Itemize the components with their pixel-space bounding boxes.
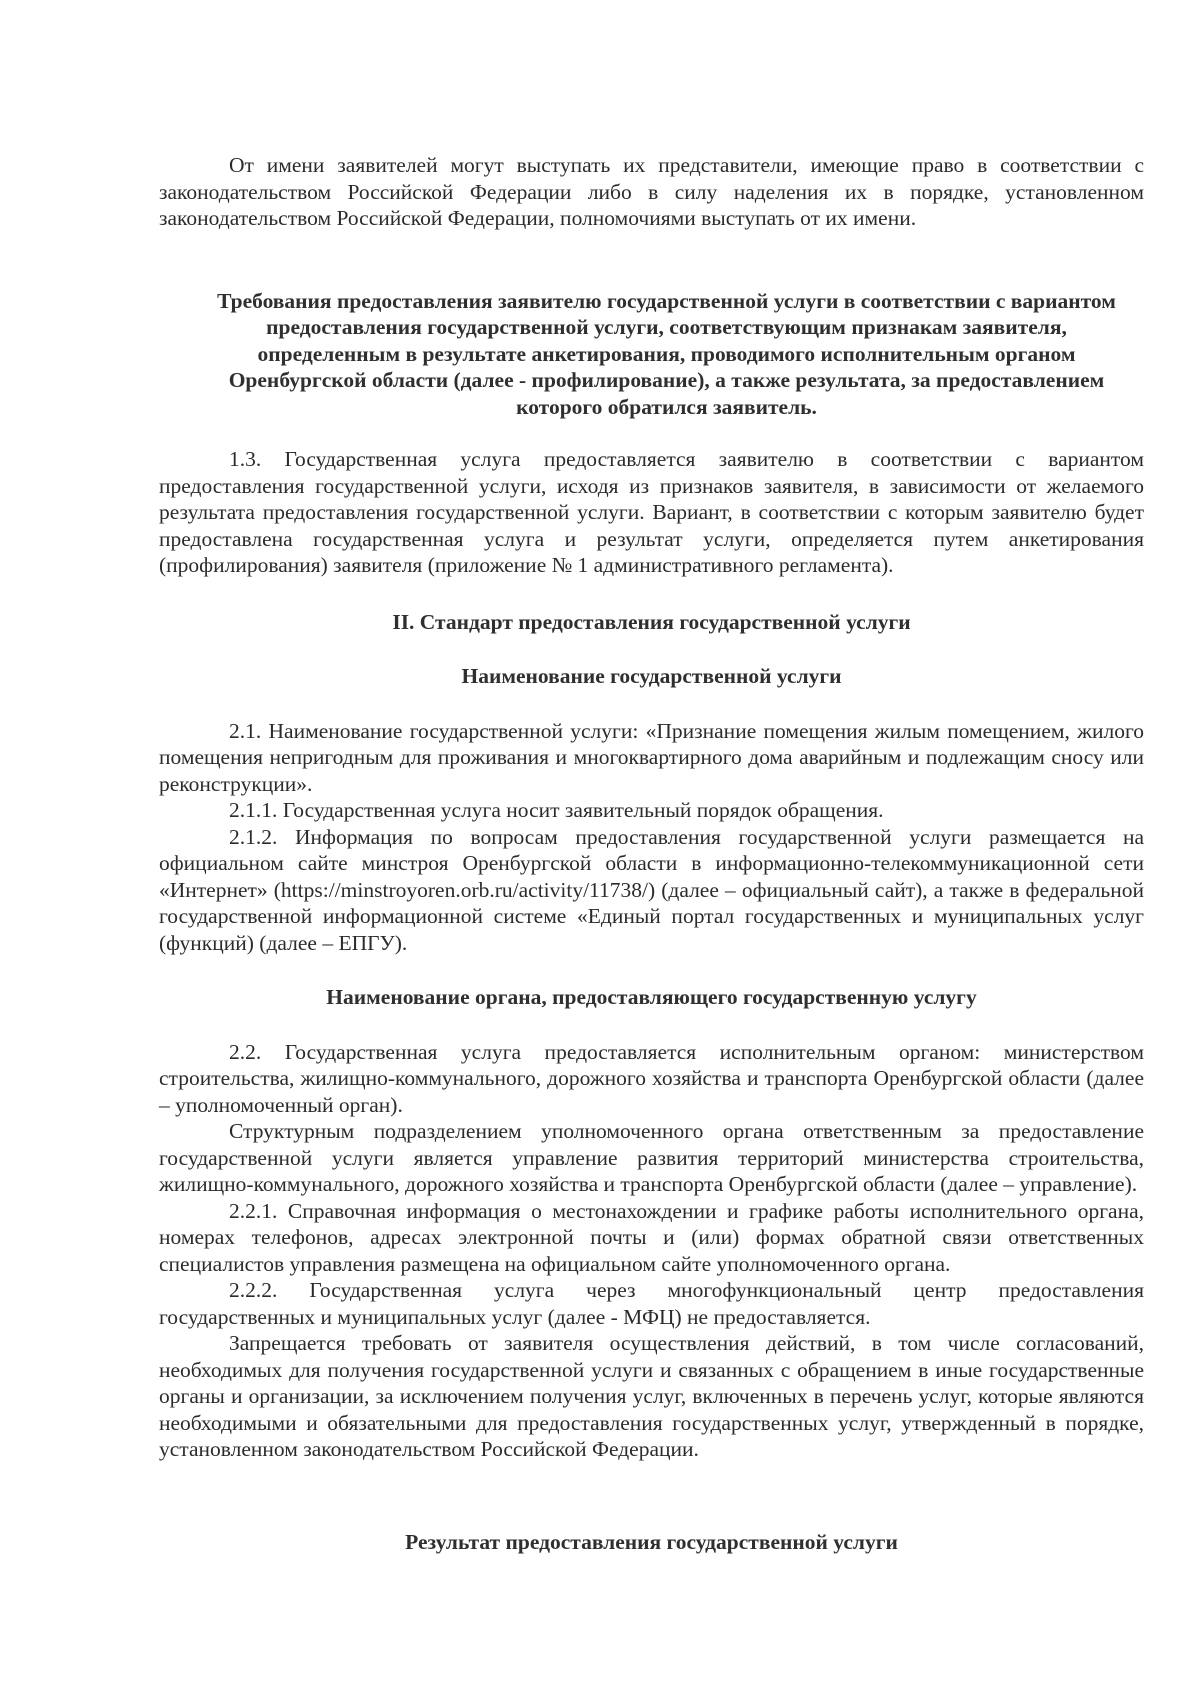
heading-section-2: II. Стандарт предоставления государственной услуги [392,609,911,634]
paragraph-2-2-2: 2.2.2. Государственная услуга через многофункциональный центр предоставления государственных и муниципальных услуг (далее - МФЦ) не предоставляется. [159,1278,1144,1329]
paragraph-prohibition: Запрещается требовать от заявителя осуществления действий, в том числе согласований, необходимых для получения государственной услуги и связанных с обращением в иные государственные органы и организации, за исключением получения услуг, включенных в перечень услуг, которые являются необходимыми и обязательными для предоставления государственных услуг, утвержденный в порядке, установленном законодательством Российской Федерации. [159,1331,1144,1461]
paragraph-2-1-1: 2.1.1. Государственная услуга носит заявительный порядок обращения. [229,798,884,822]
heading-service-name: Наименование государственной услуги [461,664,842,688]
document-body [159,152,1144,1555]
paragraph-structural-unit: Структурным подразделением уполномоченного органа ответственным за предоставление государственной услуги является управление развития территорий министерства строительства, жилищно-коммунального, дорожного хозяйства и транспорта Оренбургской области (далее – управление). [159,1119,1144,1196]
paragraph-representatives: От имени заявителей могут выступать их представители, имеющие право в соответствии с законодательством Российской Федерации либо в силу наделения их в порядке, установленном законодательством Российской Федерации, полномочиями выступать от их имени. [159,153,1144,230]
paragraph-2-2-1: 2.2.1. Справочная информация о местонахождении и графике работы исполнительного органа, номерах телефонов, адресах электронной почты и (или) формах обратной связи ответственных специалистов управления размещена на официальном сайте уполномоченного органа. [159,1198,1144,1276]
heading-result: Результат предоставления государственной услуги [405,1529,898,1554]
heading-authority-name: Наименование органа, предоставляющего государственную услугу [326,985,977,1009]
paragraph-1-3: 1.3. Государственная услуга предоставляется заявителю в соответствии с вариантом предоставления государственной услуги, исходя из признаков заявителя, в зависимости от желаемого результата предоставления государственной услуги. Вариант, в соответствии с которым заявителю будет предоставлена государственная услуга и результат услуги, определяется путем анкетирования (профилирования) заявителя (приложение № 1 административного регламента). [159,447,1144,577]
heading-requirements: Требования предоставления заявителю государственной услуги в соответствии с вариантом предоставления государственной услуги, соответствующим признакам заявителя, определенным в результате анкетирования, проводимого исполнительным органом Оренбургской области (далее - профилирование), а также результата, за предоставлением которого обратился заявитель. [217,288,1116,419]
paragraph-2-1: 2.1. Наименование государственной услуги: «Признание помещения жилым помещением, жилого помещения непригодным для проживания и многоквартирного дома аварийным и подлежащим сносу или реконструкции». [159,718,1144,796]
paragraph-2-2: 2.2. Государственная услуга предоставляется исполнительным органом: министерством строительства, жилищно-коммунального, дорожного хозяйства и транспорта Оренбургской области (далее – уполномоченный орган). [159,1039,1144,1117]
paragraph-2-1-2: 2.1.2. Информация по вопросам предоставления государственной услуги размещается на официальном сайте минстроя Оренбургской области в информационно-телекоммуникационной сети «Интернет» (https://minstroyoren.orb.ru/activity/11738/) (далее – официальный сайт), а также в федеральной государственной информационной системе «Единый портал государственных и муниципальных услуг (функций) (далее – ЕПГУ). [159,824,1144,955]
